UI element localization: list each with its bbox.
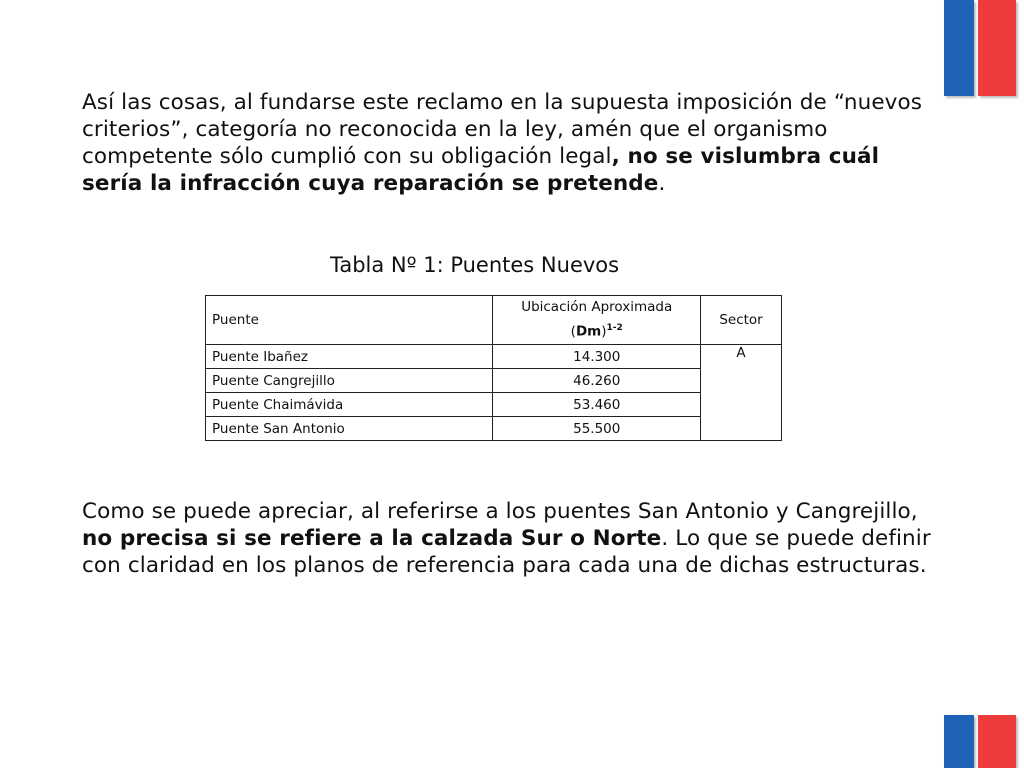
paragraph-conclusion-text-2: . Lo que se puede definir con claridad en los planos de referencia para cada una de dichas estructuras. bbox=[82, 526, 931, 578]
paragraph-conclusion-bold: no precisa si se refiere a la calzada Sur o Norte bbox=[82, 526, 662, 551]
cell-ubicacion: 55.500 bbox=[493, 417, 701, 441]
paragraph-conclusion-text-1: Como se puede apreciar, al referirse a los puentes San Antonio y Cangrejillo, bbox=[82, 499, 918, 524]
table-row bbox=[206, 345, 782, 369]
flag-red-block bbox=[978, 715, 1016, 768]
header-sector: Sector bbox=[701, 296, 782, 345]
header-ubicacion bbox=[493, 296, 701, 345]
cell-ubicacion: 53.460 bbox=[493, 393, 701, 417]
table-row bbox=[206, 417, 782, 441]
header-ubicacion-label: Ubicación Aproximada bbox=[521, 299, 673, 316]
cell-puente: Puente Cangrejillo bbox=[206, 369, 493, 393]
cell-puente: Puente San Antonio bbox=[206, 417, 493, 441]
cell-puente: Puente Ibañez bbox=[206, 345, 493, 369]
paragraph-intro bbox=[82, 89, 942, 197]
table-row bbox=[206, 369, 782, 393]
flag-decoration-top bbox=[944, 0, 1016, 96]
header-ubicacion-unit: Dm bbox=[575, 323, 602, 340]
flag-decoration-bottom bbox=[944, 715, 1016, 768]
flag-red-block bbox=[978, 0, 1016, 96]
cell-ubicacion: 46.260 bbox=[493, 369, 701, 393]
cell-ubicacion: 14.300 bbox=[493, 345, 701, 369]
paragraph-conclusion bbox=[82, 498, 942, 579]
table-title: Tabla Nº 1: Puentes Nuevos bbox=[330, 253, 620, 277]
header-ubicacion-open: ( bbox=[570, 323, 576, 340]
cell-sector: A bbox=[701, 345, 782, 441]
header-ubicacion-sup: 1-2 bbox=[606, 323, 623, 334]
paragraph-intro-end: . bbox=[658, 171, 666, 196]
table-header-row bbox=[206, 296, 782, 345]
table-row bbox=[206, 393, 782, 417]
flag-blue-block bbox=[944, 715, 974, 768]
header-puente: Puente bbox=[206, 296, 493, 345]
header-ubicacion-close: ) bbox=[601, 323, 607, 340]
flag-blue-block bbox=[944, 0, 974, 96]
paragraph-intro-text: Así las cosas, al fundarse este reclamo en la supuesta imposición de “nuevos criterios”, categoría no reconocida en la ley, amén que el organismo competente sólo cumplió con su obligación legal bbox=[82, 90, 923, 169]
bridges-table bbox=[205, 295, 782, 441]
cell-puente: Puente Chaimávida bbox=[206, 393, 493, 417]
paragraph-intro-bold: , no se vislumbra cuál sería la infracción cuya reparación se pretende bbox=[82, 144, 880, 196]
